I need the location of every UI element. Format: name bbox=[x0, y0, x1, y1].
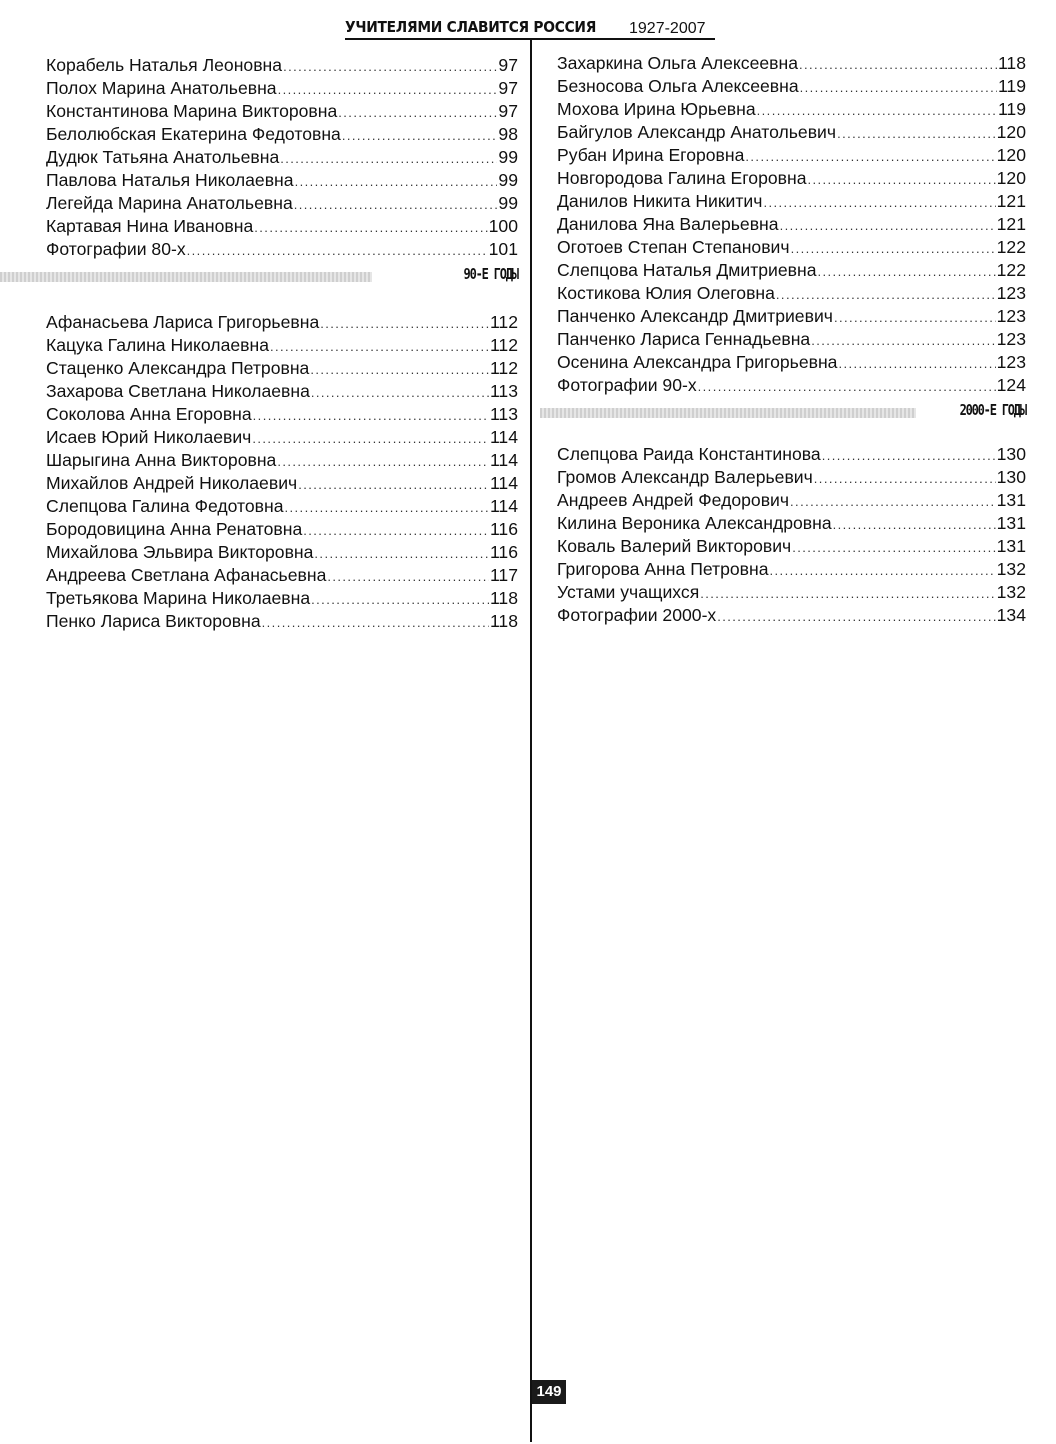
toc-entry-name: Третьякова Марина Николаевна bbox=[46, 588, 311, 608]
toc-entry bbox=[46, 192, 518, 215]
toc-entry-name: Громов Александр Валерьевич bbox=[557, 467, 813, 487]
toc-entry-name: Андреева Светлана Афанасьевна bbox=[46, 565, 327, 585]
toc-entry-page: 116 bbox=[489, 542, 518, 562]
toc-entry-name: Михайлов Андрей Николаевич bbox=[46, 473, 298, 493]
toc-entry-name: Шарыгина Анна Викторовна bbox=[46, 450, 277, 470]
dot-leader bbox=[780, 214, 996, 237]
toc-entry-name: Байгулов Александр Анатольевич bbox=[557, 122, 837, 142]
dot-leader bbox=[298, 473, 489, 496]
toc-entry-name: Бородовицина Анна Ренатовна bbox=[46, 519, 303, 539]
toc-entry-name: Осенина Александра Григорьевна bbox=[557, 352, 838, 372]
toc-entry bbox=[557, 236, 1026, 259]
toc-entry-page: 123 bbox=[996, 352, 1026, 372]
toc-entry-page: 132 bbox=[996, 582, 1026, 602]
toc-entry bbox=[46, 426, 518, 449]
toc-entry-name: Павлова Наталья Николаевна bbox=[46, 170, 294, 190]
dot-leader bbox=[814, 467, 996, 490]
toc-entry-name: Картавая Нина Ивановна bbox=[46, 216, 254, 236]
toc-entry bbox=[557, 213, 1026, 236]
dot-leader bbox=[799, 53, 997, 76]
toc-entry bbox=[557, 512, 1026, 535]
toc-entry-page: 118 bbox=[997, 53, 1026, 73]
dot-leader bbox=[834, 306, 996, 329]
toc-entry bbox=[46, 380, 518, 403]
toc-entry-name: Захаркина Ольга Алексеевна bbox=[557, 53, 799, 73]
page-number: 149 bbox=[532, 1380, 566, 1404]
toc-entry-page: 121 bbox=[996, 191, 1026, 211]
toc-entry bbox=[557, 328, 1026, 351]
toc-entry bbox=[557, 259, 1026, 282]
toc-entry-page: 118 bbox=[489, 588, 518, 608]
dot-leader bbox=[800, 76, 997, 99]
toc-entry bbox=[46, 100, 518, 123]
toc-entry-page: 97 bbox=[498, 101, 518, 121]
toc-entry-page: 114 bbox=[489, 450, 518, 470]
dot-leader bbox=[310, 358, 489, 381]
dot-leader bbox=[776, 283, 996, 306]
toc-entry-name: Слепцова Раида Константинова bbox=[557, 444, 821, 464]
toc-entry-name: Михайлова Эльвира Викторовна bbox=[46, 542, 314, 562]
toc-entry-page: 123 bbox=[996, 329, 1026, 349]
dot-leader bbox=[277, 450, 489, 473]
toc-entry-name: Килина Вероника Александровна bbox=[557, 513, 832, 533]
dot-leader bbox=[757, 99, 997, 122]
toc-entry-page: 123 bbox=[996, 306, 1026, 326]
toc-entry-name: Мохова Ирина Юрьевна bbox=[557, 99, 756, 119]
toc-entry-name: Полох Марина Анатольевна bbox=[46, 78, 277, 98]
toc-entry-name: Кацука Галина Николаевна bbox=[46, 335, 269, 355]
toc-entry bbox=[557, 144, 1026, 167]
toc-entry-page: 114 bbox=[489, 427, 518, 447]
toc-list-90s bbox=[46, 311, 518, 633]
toc-entry bbox=[46, 215, 518, 238]
toc-entry-page: 112 bbox=[489, 358, 518, 378]
toc-entry-page: 132 bbox=[996, 559, 1026, 579]
dot-leader bbox=[295, 170, 498, 193]
toc-entry-name: Константинова Марина Викторовна bbox=[46, 101, 338, 121]
toc-entry-page: 97 bbox=[498, 78, 518, 98]
toc-entry bbox=[46, 357, 518, 380]
toc-entry-name: Корабель Наталья Леоновна bbox=[46, 55, 283, 75]
toc-entry bbox=[557, 305, 1026, 328]
dot-leader bbox=[791, 237, 996, 260]
dot-leader bbox=[278, 78, 498, 101]
toc-entry-page: 99 bbox=[498, 193, 518, 213]
toc-entry-page: 131 bbox=[996, 513, 1026, 533]
dot-leader bbox=[833, 513, 996, 536]
toc-entry-page: 101 bbox=[488, 239, 518, 259]
toc-entry-name: Фотографии 90-х bbox=[557, 375, 697, 395]
toc-entry-name: Коваль Валерий Викторович bbox=[557, 536, 792, 556]
toc-entry-page: 130 bbox=[996, 467, 1026, 487]
toc-entry bbox=[46, 518, 518, 541]
dot-leader bbox=[837, 122, 996, 145]
toc-entry-name: Фотографии 2000-х bbox=[557, 605, 717, 625]
toc-entry-name: Слепцова Галина Федотовна bbox=[46, 496, 284, 516]
toc-entry-name: Белолюбская Екатерина Федотовна bbox=[46, 124, 341, 144]
toc-entry-page: 100 bbox=[488, 216, 518, 236]
toc-entry-page: 97 bbox=[498, 55, 518, 75]
toc-entry bbox=[46, 146, 518, 169]
running-header bbox=[345, 18, 715, 40]
toc-entry bbox=[46, 610, 518, 633]
toc-entry bbox=[46, 495, 518, 518]
dot-leader bbox=[818, 260, 996, 283]
toc-entry bbox=[46, 403, 518, 426]
dot-leader bbox=[252, 427, 489, 450]
header-years: 1927-2007 bbox=[629, 20, 706, 37]
toc-entry bbox=[557, 98, 1026, 121]
dot-leader bbox=[327, 565, 489, 588]
toc-entry-page: 114 bbox=[489, 496, 518, 516]
toc-entry-page: 119 bbox=[997, 99, 1026, 119]
toc-entry bbox=[557, 121, 1026, 144]
toc-entry bbox=[46, 564, 518, 587]
dot-leader bbox=[254, 216, 487, 239]
toc-entry-page: 122 bbox=[996, 260, 1026, 280]
toc-entry-name: Соколова Анна Егоровна bbox=[46, 404, 252, 424]
toc-entry-name: Костикова Юлия Олеговна bbox=[557, 283, 775, 303]
toc-entry bbox=[557, 466, 1026, 489]
toc-entry-page: 113 bbox=[489, 381, 518, 401]
toc-entry-name: Панченко Александр Дмитриевич bbox=[557, 306, 833, 326]
dot-leader bbox=[303, 519, 489, 542]
toc-entry bbox=[557, 52, 1026, 75]
dot-leader bbox=[283, 55, 497, 78]
toc-entry-page: 117 bbox=[489, 565, 518, 585]
dot-leader bbox=[700, 582, 995, 605]
toc-entry bbox=[557, 351, 1026, 374]
toc-entry-name: Фотографии 80-х bbox=[46, 239, 186, 259]
toc-entry-name: Устами учащихся bbox=[557, 582, 700, 602]
toc-entry-page: 118 bbox=[489, 611, 518, 631]
toc-entry bbox=[557, 443, 1026, 466]
toc-entry-name: Пенко Лариса Викторовна bbox=[46, 611, 261, 631]
toc-entry bbox=[557, 558, 1026, 581]
dot-leader bbox=[822, 444, 996, 467]
toc-entry-page: 114 bbox=[489, 473, 518, 493]
toc-entry-page: 123 bbox=[996, 283, 1026, 303]
toc-entry-name: Слепцова Наталья Дмитриевна bbox=[557, 260, 817, 280]
toc-entry bbox=[557, 167, 1026, 190]
toc-entry-name: Оготоев Степан Степанович bbox=[557, 237, 790, 257]
toc-entry-page: 130 bbox=[996, 444, 1026, 464]
toc-entry-name: Дудюк Татьяна Анатольевна bbox=[46, 147, 280, 167]
dot-leader bbox=[270, 335, 489, 358]
dot-leader bbox=[187, 239, 488, 262]
toc-entry-name: Исаев Юрий Николаевич bbox=[46, 427, 252, 447]
toc-entry-name: Новгородова Галина Егоровна bbox=[557, 168, 807, 188]
toc-column-right bbox=[557, 52, 1026, 627]
toc-entry bbox=[46, 77, 518, 100]
toc-list-2000s bbox=[557, 443, 1026, 627]
toc-entry-page: 131 bbox=[996, 536, 1026, 556]
toc-entry bbox=[46, 238, 518, 261]
toc-entry-page: 120 bbox=[996, 168, 1026, 188]
dot-leader bbox=[285, 496, 489, 519]
toc-entry-page: 112 bbox=[489, 335, 518, 355]
toc-entry bbox=[46, 334, 518, 357]
dot-leader bbox=[280, 147, 497, 170]
toc-entry bbox=[557, 75, 1026, 98]
toc-entry bbox=[46, 541, 518, 564]
toc-entry bbox=[557, 489, 1026, 512]
dot-leader bbox=[807, 168, 995, 191]
dot-leader bbox=[262, 611, 489, 634]
toc-entry-page: 131 bbox=[996, 490, 1026, 510]
toc-entry bbox=[46, 123, 518, 146]
dot-leader bbox=[294, 193, 498, 216]
dot-leader bbox=[745, 145, 995, 168]
toc-list-90s-continued bbox=[557, 52, 1026, 397]
toc-entry-name: Захарова Светлана Николаевна bbox=[46, 381, 310, 401]
toc-entry bbox=[46, 169, 518, 192]
dot-leader bbox=[342, 124, 498, 147]
toc-column-left bbox=[46, 54, 518, 633]
toc-entry-name: Данилова Яна Валерьевна bbox=[557, 214, 779, 234]
toc-entry-name: Данилов Никита Никитич bbox=[557, 191, 763, 211]
toc-entry bbox=[557, 604, 1026, 627]
toc-entry-name: Андреев Андрей Федорович bbox=[557, 490, 790, 510]
dot-leader bbox=[838, 352, 995, 375]
toc-entry-name: Афанасьева Лариса Григорьевна bbox=[46, 312, 320, 332]
column-divider bbox=[530, 40, 532, 1442]
section-label: 2000-Е ГОДЫ bbox=[959, 401, 1026, 419]
toc-entry-page: 121 bbox=[996, 214, 1026, 234]
toc-entry-name: Легейда Марина Анатольевна bbox=[46, 193, 293, 213]
toc-entry bbox=[557, 374, 1026, 397]
section-band bbox=[540, 408, 916, 418]
toc-entry-page: 99 bbox=[498, 147, 518, 167]
dot-leader bbox=[698, 375, 996, 398]
toc-entry bbox=[557, 535, 1026, 558]
toc-entry-name: Стаценко Александра Петровна bbox=[46, 358, 310, 378]
dot-leader bbox=[792, 536, 995, 559]
toc-entry-name: Безносова Ольга Алексеевна bbox=[557, 76, 799, 96]
toc-entry bbox=[46, 449, 518, 472]
toc-entry bbox=[46, 311, 518, 334]
toc-entry-page: 124 bbox=[996, 375, 1026, 395]
toc-entry-page: 134 bbox=[996, 605, 1026, 625]
dot-leader bbox=[790, 490, 996, 513]
header-title: УЧИТЕЛЯМИ СЛАВИТСЯ РОССИЯ bbox=[345, 18, 597, 36]
dot-leader bbox=[314, 542, 489, 565]
section-heading-90s bbox=[46, 261, 518, 311]
section-heading-2000s bbox=[557, 397, 1026, 443]
toc-entry-page: 116 bbox=[489, 519, 518, 539]
toc-entry bbox=[557, 581, 1026, 604]
toc-entry-page: 98 bbox=[498, 124, 518, 144]
toc-entry-name: Григорова Анна Петровна bbox=[557, 559, 769, 579]
toc-list-80s bbox=[46, 54, 518, 261]
dot-leader bbox=[311, 381, 489, 404]
section-label: 90-Е ГОДЫ bbox=[463, 265, 518, 283]
toc-entry bbox=[46, 587, 518, 610]
toc-entry-page: 120 bbox=[996, 145, 1026, 165]
dot-leader bbox=[320, 312, 489, 335]
dot-leader bbox=[811, 329, 995, 352]
dot-leader bbox=[717, 605, 995, 628]
toc-entry-page: 119 bbox=[997, 76, 1026, 96]
dot-leader bbox=[338, 101, 497, 124]
section-band bbox=[0, 272, 372, 282]
dot-leader bbox=[253, 404, 489, 427]
toc-entry-page: 120 bbox=[996, 122, 1026, 142]
toc-entry bbox=[46, 472, 518, 495]
toc-entry-page: 99 bbox=[498, 170, 518, 190]
dot-leader bbox=[763, 191, 995, 214]
toc-entry-name: Панченко Лариса Геннадьевна bbox=[557, 329, 811, 349]
toc-entry-page: 112 bbox=[489, 312, 518, 332]
toc-entry-page: 122 bbox=[996, 237, 1026, 257]
toc-entry-name: Рубан Ирина Егоровна bbox=[557, 145, 745, 165]
toc-entry-page: 113 bbox=[489, 404, 518, 424]
toc-entry bbox=[557, 282, 1026, 305]
toc-entry bbox=[46, 54, 518, 77]
dot-leader bbox=[770, 559, 996, 582]
dot-leader bbox=[311, 588, 489, 611]
toc-entry bbox=[557, 190, 1026, 213]
